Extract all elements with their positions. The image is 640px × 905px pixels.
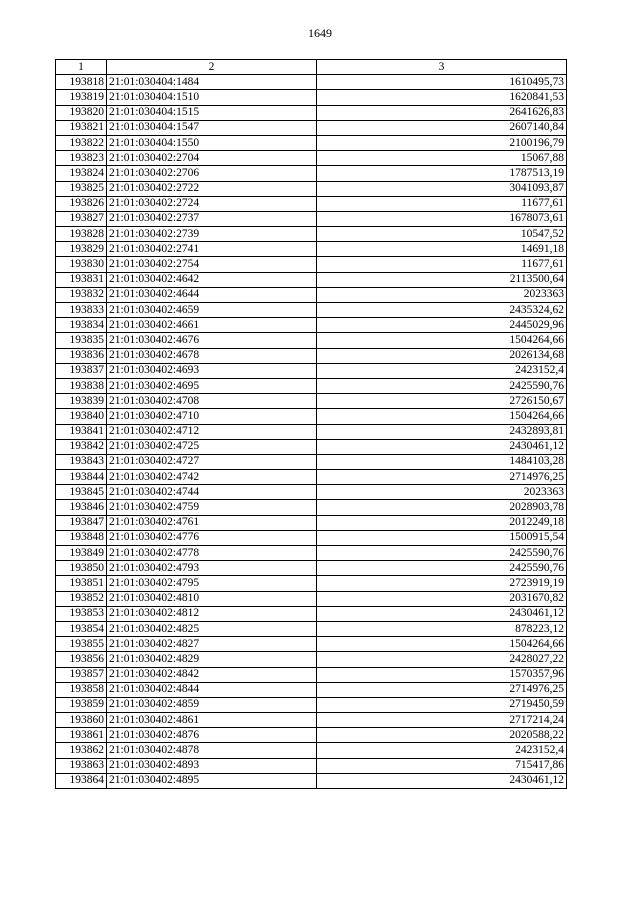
cadastral-number-cell: 21:01:030402:4642 xyxy=(107,272,317,287)
cadastral-number-cell: 21:01:030402:2706 xyxy=(107,166,317,181)
cadastral-number-cell: 21:01:030402:4827 xyxy=(107,637,317,652)
table-row xyxy=(56,500,567,515)
table-row xyxy=(56,621,567,636)
row-number-cell: 193834 xyxy=(56,318,107,333)
table-row xyxy=(56,363,567,378)
value-cell: 2607140,84 xyxy=(317,120,567,135)
value-cell: 2100196,79 xyxy=(317,135,567,150)
value-cell: 1610495,73 xyxy=(317,75,567,90)
row-number-cell: 193862 xyxy=(56,743,107,758)
cadastral-number-cell: 21:01:030402:4676 xyxy=(107,333,317,348)
row-number-cell: 193843 xyxy=(56,454,107,469)
table-row xyxy=(56,743,567,758)
value-cell: 2020588,22 xyxy=(317,728,567,743)
table-row xyxy=(56,637,567,652)
row-number-cell: 193846 xyxy=(56,500,107,515)
row-number-cell: 193840 xyxy=(56,409,107,424)
row-number-cell: 193864 xyxy=(56,773,107,788)
cadastral-number-cell: 21:01:030402:4744 xyxy=(107,485,317,500)
value-cell: 2028903,78 xyxy=(317,500,567,515)
cadastral-number-cell: 21:01:030402:2724 xyxy=(107,196,317,211)
row-number-cell: 193849 xyxy=(56,546,107,561)
cadastral-number-cell: 21:01:030402:4812 xyxy=(107,606,317,621)
cadastral-number-cell: 21:01:030402:4661 xyxy=(107,318,317,333)
row-number-cell: 193838 xyxy=(56,378,107,393)
value-cell: 1620841,53 xyxy=(317,90,567,105)
value-cell: 1570357,96 xyxy=(317,667,567,682)
table-row xyxy=(56,181,567,196)
table-row xyxy=(56,576,567,591)
table-row xyxy=(56,242,567,257)
cadastral-number-cell: 21:01:030402:4878 xyxy=(107,743,317,758)
value-cell: 2012249,18 xyxy=(317,515,567,530)
table-row xyxy=(56,272,567,287)
value-cell: 2423152,4 xyxy=(317,363,567,378)
row-number-cell: 193836 xyxy=(56,348,107,363)
table-row xyxy=(56,318,567,333)
row-number-cell: 193819 xyxy=(56,90,107,105)
row-number-cell: 193818 xyxy=(56,75,107,90)
table-row xyxy=(56,606,567,621)
table-body xyxy=(56,75,567,789)
value-cell: 2714976,25 xyxy=(317,470,567,485)
value-cell: 2423152,4 xyxy=(317,743,567,758)
table-row xyxy=(56,530,567,545)
cadastral-number-cell: 21:01:030402:4778 xyxy=(107,546,317,561)
value-cell: 2726150,67 xyxy=(317,394,567,409)
column-header-1: 1 xyxy=(56,60,107,75)
row-number-cell: 193847 xyxy=(56,515,107,530)
row-number-cell: 193828 xyxy=(56,227,107,242)
cadastral-number-cell: 21:01:030402:4678 xyxy=(107,348,317,363)
table-row xyxy=(56,591,567,606)
value-cell: 2428027,22 xyxy=(317,652,567,667)
table-row xyxy=(56,75,567,90)
cadastral-number-cell: 21:01:030402:4776 xyxy=(107,530,317,545)
row-number-cell: 193845 xyxy=(56,485,107,500)
table-row xyxy=(56,713,567,728)
table-row xyxy=(56,166,567,181)
value-cell: 2425590,76 xyxy=(317,546,567,561)
value-cell: 11677,61 xyxy=(317,257,567,272)
cadastral-number-cell: 21:01:030402:4693 xyxy=(107,363,317,378)
row-number-cell: 193830 xyxy=(56,257,107,272)
row-number-cell: 193861 xyxy=(56,728,107,743)
row-number-cell: 193852 xyxy=(56,591,107,606)
table-row xyxy=(56,561,567,576)
cadastral-number-cell: 21:01:030402:4695 xyxy=(107,378,317,393)
cadastral-number-cell: 21:01:030402:4842 xyxy=(107,667,317,682)
row-number-cell: 193851 xyxy=(56,576,107,591)
cadastral-number-cell: 21:01:030402:4895 xyxy=(107,773,317,788)
table-row xyxy=(56,378,567,393)
registry-table xyxy=(55,59,567,789)
table-row xyxy=(56,196,567,211)
cadastral-number-cell: 21:01:030402:4844 xyxy=(107,682,317,697)
table-row xyxy=(56,454,567,469)
value-cell: 2026134,68 xyxy=(317,348,567,363)
table-row xyxy=(56,758,567,773)
table-row xyxy=(56,546,567,561)
value-cell: 11677,61 xyxy=(317,196,567,211)
row-number-cell: 193832 xyxy=(56,287,107,302)
value-cell: 1504264,66 xyxy=(317,333,567,348)
row-number-cell: 193839 xyxy=(56,394,107,409)
cadastral-number-cell: 21:01:030402:4829 xyxy=(107,652,317,667)
value-cell: 10547,52 xyxy=(317,227,567,242)
table-row xyxy=(56,485,567,500)
cadastral-number-cell: 21:01:030402:4710 xyxy=(107,409,317,424)
cadastral-number-cell: 21:01:030402:4861 xyxy=(107,713,317,728)
row-number-cell: 193827 xyxy=(56,211,107,226)
value-cell: 1504264,66 xyxy=(317,637,567,652)
value-cell: 2425590,76 xyxy=(317,561,567,576)
cadastral-number-cell: 21:01:030402:4725 xyxy=(107,439,317,454)
value-cell: 14691,18 xyxy=(317,242,567,257)
cadastral-number-cell: 21:01:030402:4659 xyxy=(107,303,317,318)
row-number-cell: 193823 xyxy=(56,151,107,166)
cadastral-number-cell: 21:01:030402:4893 xyxy=(107,758,317,773)
value-cell: 2430461,12 xyxy=(317,606,567,621)
cadastral-number-cell: 21:01:030402:4759 xyxy=(107,500,317,515)
value-cell: 2717214,24 xyxy=(317,713,567,728)
value-cell: 2719450,59 xyxy=(317,697,567,712)
cadastral-number-cell: 21:01:030402:4644 xyxy=(107,287,317,302)
row-number-cell: 193833 xyxy=(56,303,107,318)
cadastral-number-cell: 21:01:030404:1510 xyxy=(107,90,317,105)
cadastral-number-cell: 21:01:030402:2741 xyxy=(107,242,317,257)
page-number: 1649 xyxy=(308,26,332,40)
value-cell: 2714976,25 xyxy=(317,682,567,697)
value-cell: 2023363 xyxy=(317,485,567,500)
table-row xyxy=(56,90,567,105)
cadastral-number-cell: 21:01:030402:4708 xyxy=(107,394,317,409)
row-number-cell: 193837 xyxy=(56,363,107,378)
table-row xyxy=(56,394,567,409)
cadastral-number-cell: 21:01:030404:1515 xyxy=(107,105,317,120)
cadastral-number-cell: 21:01:030402:2704 xyxy=(107,151,317,166)
table-row xyxy=(56,470,567,485)
row-number-cell: 193842 xyxy=(56,439,107,454)
value-cell: 2023363 xyxy=(317,287,567,302)
value-cell: 1678073,61 xyxy=(317,211,567,226)
value-cell: 878223,12 xyxy=(317,621,567,636)
row-number-cell: 193858 xyxy=(56,682,107,697)
table-row xyxy=(56,120,567,135)
cadastral-number-cell: 21:01:030402:4810 xyxy=(107,591,317,606)
row-number-cell: 193825 xyxy=(56,181,107,196)
table-row xyxy=(56,515,567,530)
value-cell: 3041093,87 xyxy=(317,181,567,196)
value-cell: 2430461,12 xyxy=(317,439,567,454)
value-cell: 2432893,81 xyxy=(317,424,567,439)
table-row xyxy=(56,424,567,439)
row-number-cell: 193829 xyxy=(56,242,107,257)
value-cell: 2641626,83 xyxy=(317,105,567,120)
row-number-cell: 193857 xyxy=(56,667,107,682)
row-number-cell: 193863 xyxy=(56,758,107,773)
table-row xyxy=(56,439,567,454)
row-number-cell: 193853 xyxy=(56,606,107,621)
table-row xyxy=(56,652,567,667)
table-row xyxy=(56,409,567,424)
row-number-cell: 193844 xyxy=(56,470,107,485)
value-cell: 1484103,28 xyxy=(317,454,567,469)
cadastral-number-cell: 21:01:030402:4742 xyxy=(107,470,317,485)
cadastral-number-cell: 21:01:030402:4825 xyxy=(107,621,317,636)
value-cell: 2435324,62 xyxy=(317,303,567,318)
row-number-cell: 193855 xyxy=(56,637,107,652)
table-row xyxy=(56,303,567,318)
value-cell: 2445029,96 xyxy=(317,318,567,333)
table-row xyxy=(56,211,567,226)
row-number-cell: 193824 xyxy=(56,166,107,181)
table-row xyxy=(56,773,567,788)
table-row xyxy=(56,135,567,150)
value-cell: 2113500,64 xyxy=(317,272,567,287)
row-number-cell: 193854 xyxy=(56,621,107,636)
value-cell: 2425590,76 xyxy=(317,378,567,393)
cadastral-number-cell: 21:01:030402:2739 xyxy=(107,227,317,242)
value-cell: 2430461,12 xyxy=(317,773,567,788)
value-cell: 715417,86 xyxy=(317,758,567,773)
column-header-3: 3 xyxy=(317,60,567,75)
row-number-cell: 193860 xyxy=(56,713,107,728)
value-cell: 1787513,19 xyxy=(317,166,567,181)
table-row xyxy=(56,333,567,348)
table-row xyxy=(56,697,567,712)
row-number-cell: 193822 xyxy=(56,135,107,150)
table-row xyxy=(56,105,567,120)
value-cell: 1504264,66 xyxy=(317,409,567,424)
cadastral-number-cell: 21:01:030404:1550 xyxy=(107,135,317,150)
table-row xyxy=(56,257,567,272)
cadastral-number-cell: 21:01:030404:1547 xyxy=(107,120,317,135)
row-number-cell: 193848 xyxy=(56,530,107,545)
cadastral-number-cell: 21:01:030402:4876 xyxy=(107,728,317,743)
cadastral-number-cell: 21:01:030402:4712 xyxy=(107,424,317,439)
row-number-cell: 193831 xyxy=(56,272,107,287)
value-cell: 1500915,54 xyxy=(317,530,567,545)
row-number-cell: 193841 xyxy=(56,424,107,439)
cadastral-number-cell: 21:01:030402:4795 xyxy=(107,576,317,591)
table-row xyxy=(56,151,567,166)
cadastral-number-cell: 21:01:030402:4793 xyxy=(107,561,317,576)
value-cell: 15067,88 xyxy=(317,151,567,166)
table-row xyxy=(56,682,567,697)
table-header-row xyxy=(56,60,567,75)
row-number-cell: 193850 xyxy=(56,561,107,576)
row-number-cell: 193820 xyxy=(56,105,107,120)
row-number-cell: 193856 xyxy=(56,652,107,667)
value-cell: 2031670,82 xyxy=(317,591,567,606)
cadastral-number-cell: 21:01:030402:2754 xyxy=(107,257,317,272)
column-header-2: 2 xyxy=(107,60,317,75)
row-number-cell: 193859 xyxy=(56,697,107,712)
cadastral-number-cell: 21:01:030402:2722 xyxy=(107,181,317,196)
row-number-cell: 193826 xyxy=(56,196,107,211)
value-cell: 2723919,19 xyxy=(317,576,567,591)
cadastral-number-cell: 21:01:030404:1484 xyxy=(107,75,317,90)
table-row xyxy=(56,667,567,682)
cadastral-number-cell: 21:01:030402:4761 xyxy=(107,515,317,530)
cadastral-number-cell: 21:01:030402:2737 xyxy=(107,211,317,226)
table-row xyxy=(56,287,567,302)
cadastral-number-cell: 21:01:030402:4859 xyxy=(107,697,317,712)
row-number-cell: 193835 xyxy=(56,333,107,348)
cadastral-number-cell: 21:01:030402:4727 xyxy=(107,454,317,469)
table-row xyxy=(56,728,567,743)
table-row xyxy=(56,348,567,363)
row-number-cell: 193821 xyxy=(56,120,107,135)
table-row xyxy=(56,227,567,242)
